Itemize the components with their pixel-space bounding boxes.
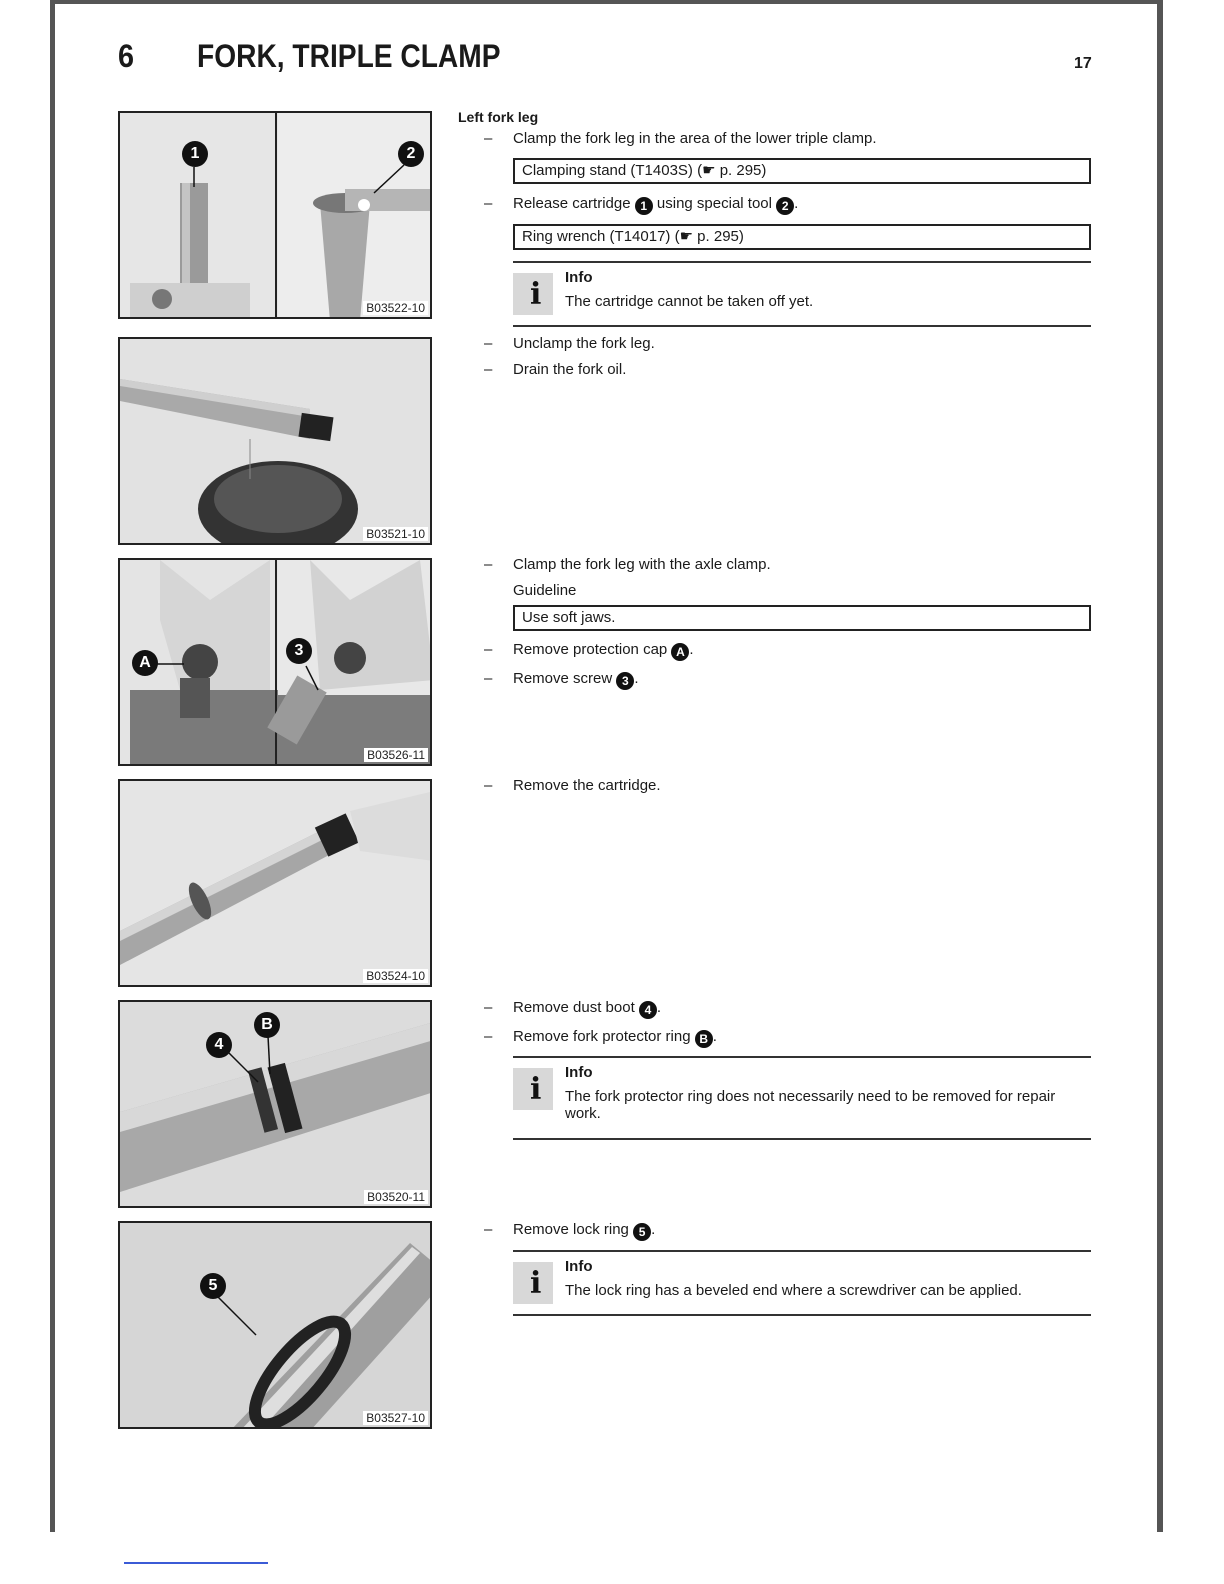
list-dash: –: [484, 1028, 493, 1045]
page-frame-top: [50, 0, 1163, 4]
step-remove-cartridge: Remove the cartridge.: [513, 777, 661, 794]
ref-letter-A: A: [671, 643, 689, 661]
list-dash: –: [484, 670, 493, 687]
list-dash: –: [484, 130, 493, 147]
guideline-box: Use soft jaws.: [513, 605, 1091, 631]
section-title: Left fork leg: [458, 109, 539, 125]
figure-code: B03526-11: [364, 748, 428, 762]
tool-box-ring-wrench: Ring wrench (T14017) (☛ p. 295): [513, 224, 1091, 250]
bottom-link-underline[interactable]: [124, 1562, 268, 1564]
figure-4-photo: [120, 781, 432, 987]
figure-6: [118, 1221, 432, 1429]
figure-2-photo: [120, 339, 432, 545]
info-icon: i: [513, 1262, 553, 1304]
list-dash: –: [484, 777, 493, 794]
figure-code: B03521-10: [363, 527, 428, 541]
info-box-1: [513, 261, 1091, 327]
step-text: Remove dust boot: [513, 999, 635, 1016]
callout-1: 1: [182, 141, 208, 167]
guideline-label: Guideline: [513, 582, 577, 599]
list-dash: –: [484, 361, 493, 378]
figure-code: B03520-11: [364, 1190, 428, 1204]
figure-4: [118, 779, 432, 987]
figure-5: [118, 1000, 432, 1208]
step-text: Release cartridge: [513, 195, 631, 212]
step-remove-cap: Remove protection cap A .: [513, 641, 694, 659]
ref-number-4: 4: [639, 1001, 657, 1019]
figure-1: [118, 111, 432, 319]
ref-number-1: 1: [635, 197, 653, 215]
callout-3: 3: [286, 638, 312, 664]
list-dash: –: [484, 999, 493, 1016]
step-remove-protector-ring: Remove fork protector ring B .: [513, 1028, 717, 1046]
step-remove-dust-boot: Remove dust boot 4 .: [513, 999, 662, 1017]
info-text: The lock ring has a beveled end where a screwdriver can be applied.: [565, 1282, 1022, 1299]
list-dash: –: [484, 195, 493, 212]
figure-2: [118, 337, 432, 545]
step-text: using special tool: [656, 195, 772, 212]
list-dash: –: [484, 335, 493, 352]
info-title: Info: [565, 269, 593, 286]
callout-2: 2: [398, 141, 424, 167]
step-remove-screw: Remove screw 3 .: [513, 670, 639, 688]
info-icon: i: [513, 273, 553, 315]
step-text: Remove protection cap: [513, 641, 668, 658]
chapter-title: FORK, TRIPLE CLAMP: [197, 38, 501, 74]
step-release-cartridge: Release cartridge 1 using special tool 2 .: [513, 195, 799, 213]
figure-code: B03522-10: [363, 301, 428, 315]
info-title: Info: [565, 1064, 593, 1081]
step-clamp-axle: Clamp the fork leg with the axle clamp.: [513, 556, 771, 573]
page-frame-right: [1157, 0, 1163, 1532]
list-dash: –: [484, 1221, 493, 1238]
info-text: The cartridge cannot be taken off yet.: [565, 293, 814, 310]
ref-number-3: 3: [616, 672, 634, 690]
ref-number-2: 2: [776, 197, 794, 215]
step-remove-lock-ring: Remove lock ring 5 .: [513, 1221, 656, 1239]
figure-1-photo: [120, 113, 432, 319]
figure-code: B03524-10: [363, 969, 428, 983]
figure-3-photo: [120, 560, 432, 766]
page-frame-left: [50, 0, 55, 1532]
list-dash: –: [484, 641, 493, 658]
step-unclamp: Unclamp the fork leg.: [513, 335, 655, 352]
step-text: Remove fork protector ring: [513, 1028, 691, 1045]
tool-box-clamping-stand: Clamping stand (T1403S) (☛ p. 295): [513, 158, 1091, 184]
info-text: The fork protector ring does not necessarily need to be removed for repair work.: [565, 1088, 1056, 1122]
figure-3: [118, 558, 432, 766]
figure-code: B03527-10: [363, 1411, 428, 1425]
chapter-number: 6: [118, 38, 135, 74]
step-drain-oil: Drain the fork oil.: [513, 361, 627, 378]
info-box-3: [513, 1250, 1091, 1316]
callout-4: 4: [206, 1032, 232, 1058]
info-box-2: [513, 1056, 1091, 1140]
info-title: Info: [565, 1258, 593, 1275]
callout-A: A: [132, 650, 158, 676]
callout-5: 5: [200, 1273, 226, 1299]
page-number: 17: [1074, 55, 1092, 72]
list-dash: –: [484, 556, 493, 573]
step-clamp-lower: Clamp the fork leg in the area of the lower triple clamp.: [513, 130, 877, 147]
ref-number-5: 5: [633, 1223, 651, 1241]
figure-6-photo: [120, 1223, 432, 1429]
ref-letter-B: B: [695, 1030, 713, 1048]
callout-B: B: [254, 1012, 280, 1038]
step-text: Remove screw: [513, 670, 613, 687]
info-icon: i: [513, 1068, 553, 1110]
step-text: Remove lock ring: [513, 1221, 629, 1238]
